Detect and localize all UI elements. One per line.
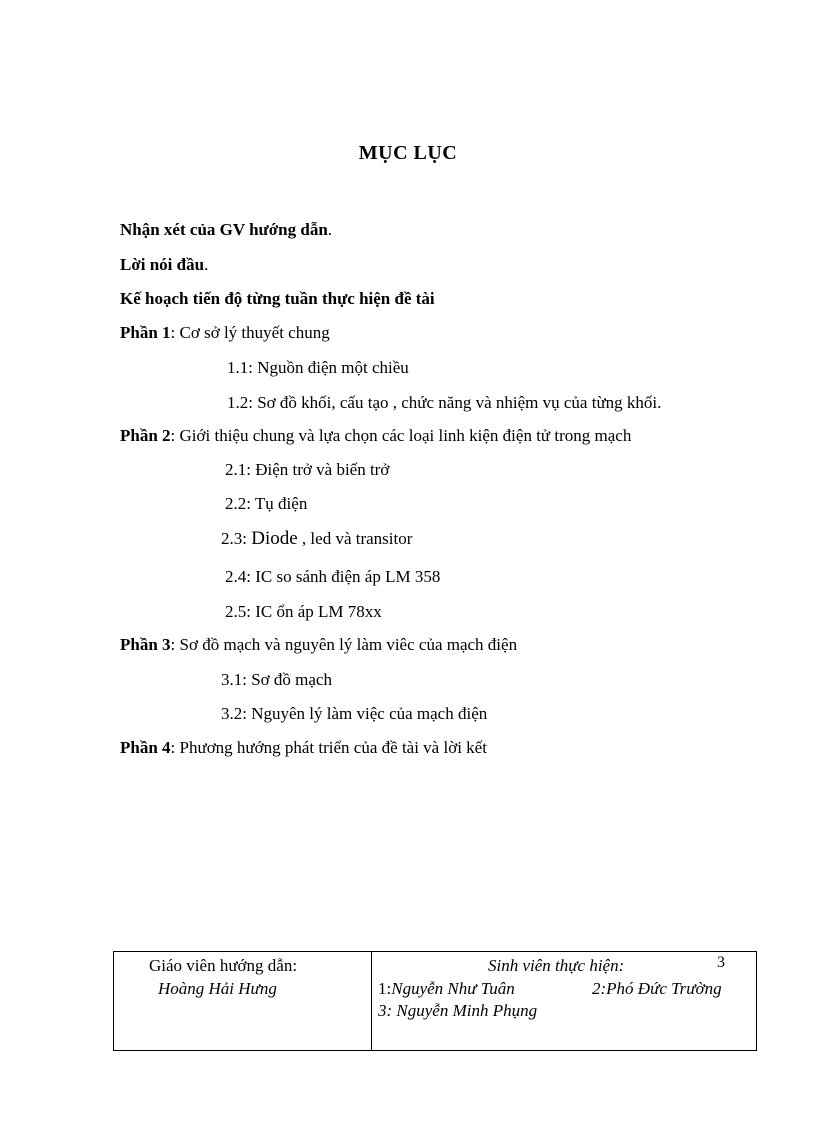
toc-text: 3.1: Sơ đồ mạch — [221, 670, 332, 689]
toc-label: Phần 3 — [120, 635, 171, 654]
toc-text: : Phương hướng phát triển của đề tài và lời kết — [170, 738, 487, 757]
toc-item-preface — [120, 255, 208, 275]
page-title: MỤC LỤC — [358, 142, 458, 164]
toc-label: Lời nói đầu — [120, 255, 205, 274]
toc-text: 2.2: Tụ điện — [225, 494, 308, 513]
toc-item-2-2 — [225, 494, 307, 514]
student-1 — [378, 978, 515, 1000]
student-3: 3: Nguyễn Minh Phụng — [378, 1001, 538, 1020]
toc-item-advisor-comments — [120, 220, 332, 240]
toc-item-part-1 — [120, 323, 330, 343]
toc-label: Nhận xét của GV hướng dẫn — [120, 220, 328, 239]
toc-item-1-2 — [227, 393, 661, 413]
toc-text: . — [327, 220, 333, 239]
toc-label: Kế hoạch tiến độ từng tuần thực hiện đề tài — [120, 289, 435, 308]
toc-text: 2.4: IC so sánh điện áp LM 358 — [225, 567, 441, 586]
student-2: 2:Phó Đức Trường — [592, 979, 722, 998]
toc-item-3-1 — [221, 670, 332, 690]
advisor-heading: Giáo viên hướng dẫn: — [149, 956, 298, 975]
toc-text: : Sơ đồ mạch và nguyên lý làm viêc của mạch điện — [170, 635, 518, 654]
page-number: 3 — [717, 954, 725, 971]
toc-text: 2.5: IC ổn áp LM 78xx — [225, 602, 382, 621]
toc-item-2-1 — [225, 460, 389, 480]
advisor-name: Hoàng Hải Hưng — [158, 979, 277, 998]
toc-item-part-2 — [120, 426, 631, 446]
toc-text: 2.1: Điện trở và biến trở — [225, 460, 390, 479]
toc-text-large: Diode — [251, 528, 298, 549]
toc-text: , led và transitor — [297, 529, 413, 548]
toc-text: 3.2: Nguyên lý làm việc của mạch điện — [221, 704, 488, 723]
students-heading: Sinh viên thực hiện: — [488, 956, 625, 975]
footer-table — [113, 951, 757, 1051]
footer-divider — [371, 952, 372, 1050]
toc-text: 1.1: Nguồn điện một chiều — [227, 358, 409, 377]
toc-text: 1.2: Sơ đồ khối, cấu tạo , chức năng và nhiệm vụ của từng khối. — [227, 393, 662, 412]
toc-text: : Giới thiệu chung và lựa chọn các loại linh kiện điện tử trong mạch — [170, 426, 632, 445]
toc-prefix: 2.3: — [221, 529, 252, 548]
student-1-prefix: 1: — [378, 979, 392, 998]
table-of-contents — [0, 220, 816, 780]
toc-item-2-4 — [225, 567, 440, 587]
toc-label: Phần 1 — [120, 323, 171, 342]
toc-item-3-2 — [221, 704, 487, 724]
student-1-name: Nguyễn Như Tuân — [391, 979, 515, 998]
toc-item-part-3 — [120, 635, 517, 655]
toc-item-2-3 — [221, 529, 412, 549]
toc-label: Phần 2 — [120, 426, 171, 445]
toc-text: : Cơ sở lý thuyết chung — [170, 323, 330, 342]
toc-item-part-4 — [120, 738, 487, 758]
toc-item-2-5 — [225, 602, 382, 622]
toc-label: Phần 4 — [120, 738, 171, 757]
toc-item-weekly-plan — [120, 289, 435, 309]
toc-text: . — [204, 255, 209, 274]
toc-item-1-1 — [227, 358, 409, 378]
